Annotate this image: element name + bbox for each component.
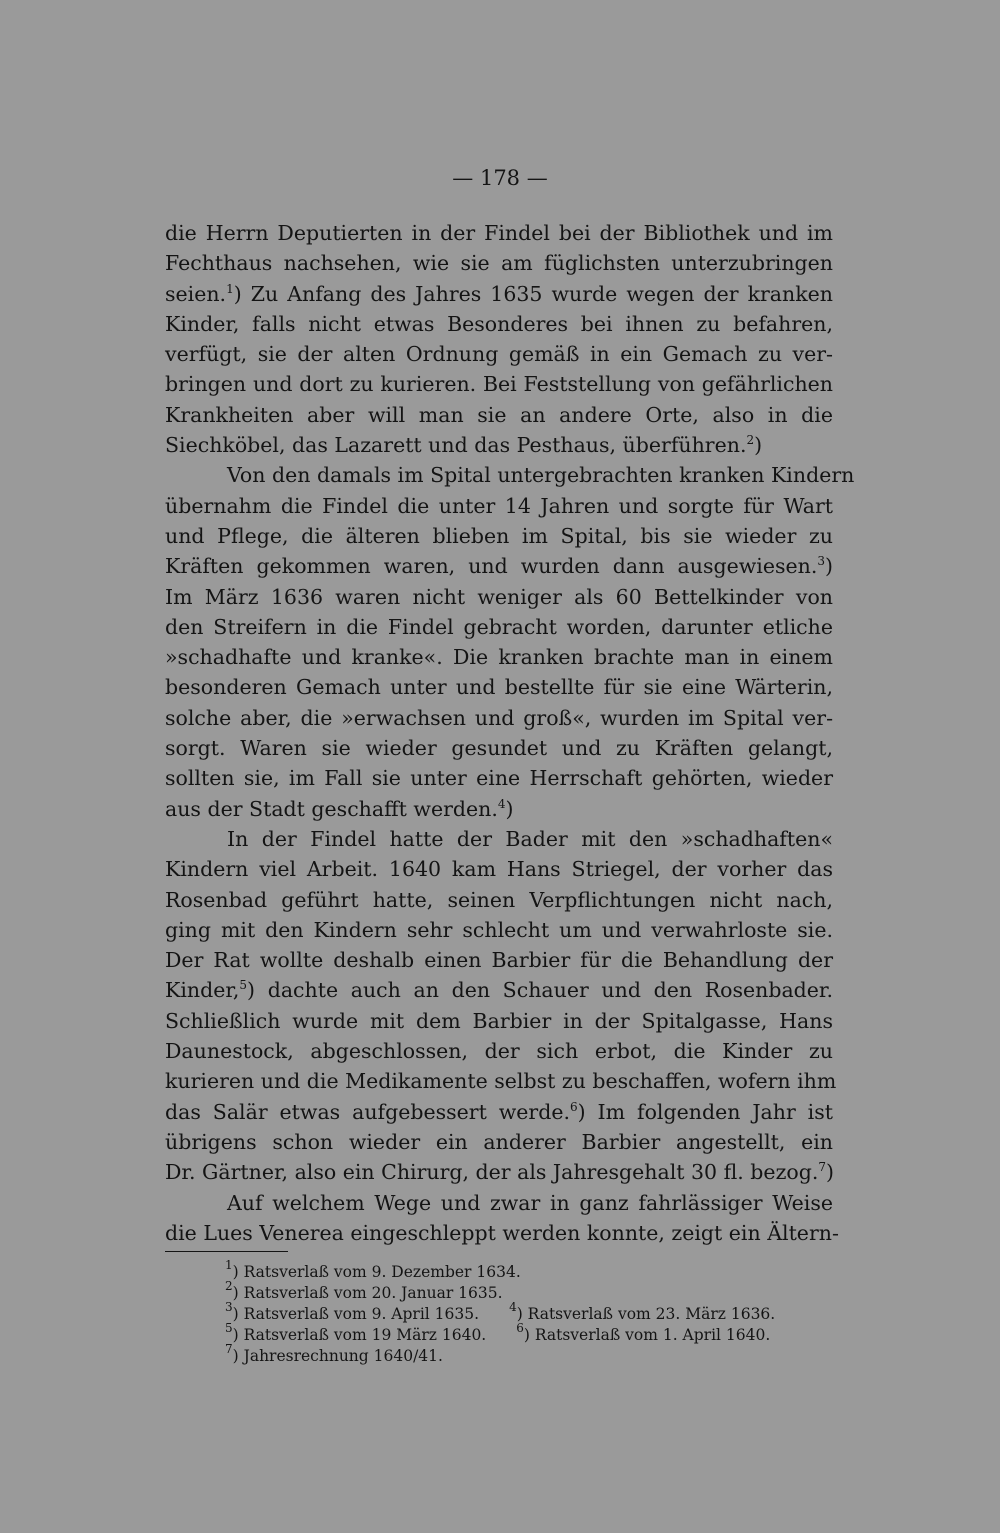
line-text: Kindern viel Arbeit. 1640 kam Hans Striegel, der vorher das [165,857,833,882]
text-line [165,703,833,733]
footnote-number: 1 [225,1258,233,1272]
text-line [165,885,833,915]
footnote-marker: 4 [497,796,506,811]
text-line [165,218,833,248]
line-text: Auf welchem Wege und zwar in ganz fahrlässiger Weise [227,1190,833,1215]
line-text: Kinder, [165,978,240,1003]
text-line [165,339,833,369]
text-line [165,248,833,278]
footnote-text: ) Ratsverlaß vom 20. Januar 1635. [232,1284,503,1302]
page-number: — 178 — [452,166,548,190]
line-text-after: ) Im folgenden Jahr ist [577,1099,833,1124]
footnote-number: 6 [516,1321,524,1335]
footnote-number: 5 [225,1321,233,1335]
text-line [165,1127,833,1157]
text-line [165,763,833,793]
line-text-after: ) [825,554,833,579]
line-text: und Pflege, die älteren blieben im Spital, bis sie wieder zu [165,523,833,548]
footnote-line [225,1342,845,1367]
line-text: Daunestock, abgeschlossen, der sich erbot, die Kinder zu [165,1039,833,1064]
text-line [165,309,833,339]
line-text: besonderen Gemach unter und bestellte für sie eine Wärterin, [165,675,833,700]
line-text: übrigens schon wieder ein anderer Barbier angestellt, ein [165,1129,833,1154]
footnote-line [225,1321,845,1346]
footnote-line [225,1279,845,1304]
text-line [165,794,833,824]
line-text: sollten sie, im Fall sie unter eine Herrschaft gehörten, wieder [165,766,833,791]
line-text: die Lues Venerea eingeschleppt werden konnte, zeigt ein Ältern- [165,1220,839,1245]
text-line [165,1097,833,1127]
line-text: sorgt. Waren sie wieder gesundet und zu Kräften gelangt, [165,736,833,761]
footnote-marker: 1 [226,281,234,296]
text-line [165,582,833,612]
text-line [165,945,833,975]
line-text: Fechthaus nachsehen, wie sie am füglichsten unterzubringen [165,251,833,276]
line-text-after: ) [826,1160,834,1185]
line-text: aus der Stadt geschafft werden. [165,796,498,821]
text-line [165,1157,833,1187]
line-text: In der Findel hatte der Bader mit den »schadhaften« [227,826,833,851]
text-line [165,975,833,1005]
line-text: Kinder, falls nicht etwas Besonderes bei ihnen zu befahren, [165,311,833,336]
line-text: solche aber, die »erwachsen und groß«, wurden im Spital ver- [165,705,833,730]
line-text: übernahm die Findel die unter 14 Jahren und sorgte für Wart [165,493,833,518]
footnote-text: ) Ratsverlaß vom 1. April 1640. [523,1326,771,1344]
text-line [165,915,833,945]
text-line [165,1036,833,1066]
line-text: Schließlich wurde mit dem Barbier in der Spitalgasse, Hans [165,1008,833,1033]
footnote-marker: 3 [817,554,825,569]
text-line [165,1218,839,1248]
line-text: Krankheiten aber will man sie an andere Orte, also in die [165,402,833,427]
line-text: Der Rat wollte deshalb einen Barbier für die Behandlung der [165,948,833,973]
text-line [165,1188,833,1218]
line-text: den Streifern in die Findel gebracht worden, darunter etliche [165,614,833,639]
text-line [165,854,833,884]
line-text: »schadhafte und kranke«. Die kranken brachte man in einem [165,645,833,670]
footnote-marker: 2 [746,433,755,448]
text-line [165,1006,833,1036]
footnotes [225,1258,845,1367]
footnote-text: ) Ratsverlaß vom 23. März 1636. [516,1305,776,1323]
text-line [165,733,833,763]
text-line [165,400,833,430]
line-text-after: ) Zu Anfang des Jahres 1635 wurde wegen der kranken [233,281,833,306]
line-text: Siechköbel, das Lazarett und das Pesthaus, überführen. [165,433,747,458]
footnote-text: ) Ratsverlaß vom 19 März 1640. [232,1326,487,1344]
text-line [165,551,833,581]
line-text: Rosenbad geführt hatte, seinen Verpflichtungen nicht nach, [165,887,833,912]
line-text: die Herrn Deputierten in der Findel bei der Bibliothek und im [165,221,833,245]
line-text: kurieren und die Medikamente selbst zu beschaffen, wofern ihm [165,1069,837,1094]
footnote-line [225,1258,845,1283]
text-line [165,491,833,521]
text-line [165,430,833,460]
footnote-divider [165,1251,288,1252]
line-text: Kräften gekommen waren, und wurden dann ausgewiesen. [165,554,818,579]
text-line [165,521,833,551]
footnote-number: 3 [225,1300,233,1314]
footnote-text: ) Jahresrechnung 1640/41. [232,1347,443,1365]
line-text: das Salär etwas aufgebessert werde. [165,1099,570,1124]
text-line [165,642,833,672]
footnote-marker: 5 [239,978,248,993]
line-text: bringen und dort zu kurieren. Bei Feststellung von gefährlichen [165,372,833,397]
footnote-marker: 7 [818,1160,826,1175]
footnote-number: 4 [509,1300,517,1314]
text-line [165,279,833,309]
text-line [165,612,833,642]
footnote-number: 7 [225,1342,233,1356]
text-line [165,824,833,854]
line-text: Von den damals im Spital untergebrachten kranken Kindern [227,463,855,488]
footnote-marker: 6 [570,1099,578,1114]
line-text: Im März 1636 waren nicht weniger als 60 Bettelkinder von [165,584,833,609]
line-text: Dr. Gärtner, also ein Chirurg, der als Jahresgehalt 30 fl. bezog. [165,1160,819,1185]
line-text: ging mit den Kindern sehr schlecht um und verwahrloste sie. [165,917,833,942]
footnote-number: 2 [225,1279,233,1293]
line-text: verfügt, sie der alten Ordnung gemäß in ein Gemach zu ver- [165,342,833,367]
text-line [165,672,833,702]
footnote-line [225,1300,845,1325]
text-line [165,1066,837,1096]
line-text-after: ) dachte auch an den Schauer und den Rosenbader. [247,978,833,1003]
footnote-text: ) Ratsverlaß vom 9. April 1635. [232,1305,480,1323]
body-text [165,218,855,1248]
text-line [165,460,855,490]
line-text-after: ) [754,433,763,458]
text-line [165,369,833,399]
line-text: seien. [165,281,227,306]
footnote-text: ) Ratsverlaß vom 9. Dezember 1634. [232,1263,521,1281]
line-text-after: ) [505,796,514,821]
